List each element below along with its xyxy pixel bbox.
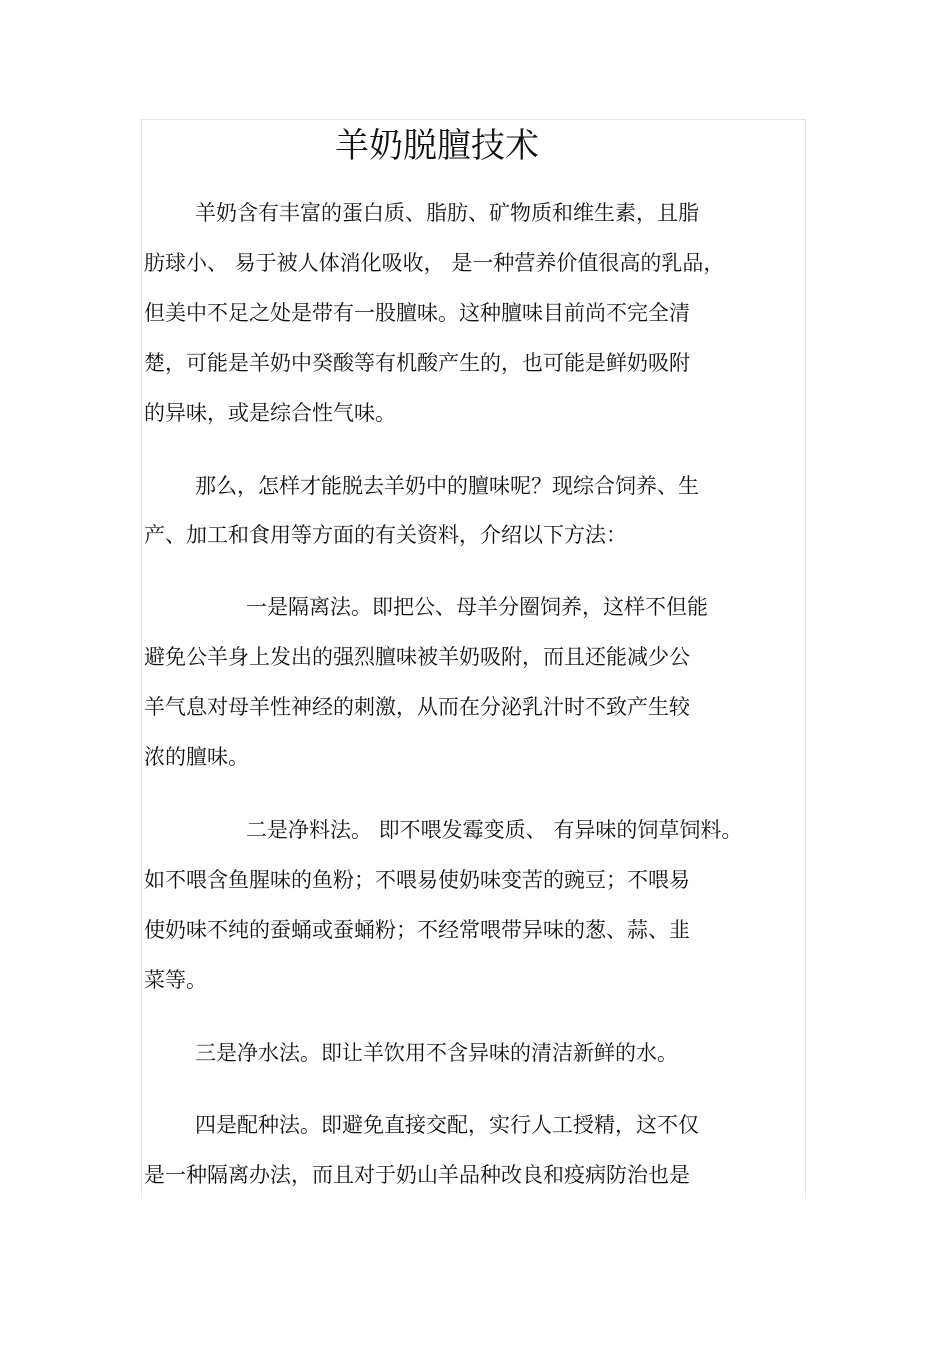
paragraph-2-line-1: 那么，怎样才能脱去羊奶中的膻味呢？现综合饲养、生 <box>195 474 699 498</box>
paragraph-3-line-3: 羊气息对母羊性神经的刺激，从而在分泌乳汁时不致产生较 <box>144 695 690 719</box>
paragraph-1-line-4: 楚，可能是羊奶中癸酸等有机酸产生的，也可能是鲜奶吸附 <box>144 351 690 375</box>
document-title: 羊奶脱膻技术 <box>335 126 539 166</box>
paragraph-4-line-2: 如不喂含鱼腥味的鱼粉；不喂易使奶味变苦的豌豆；不喂易 <box>144 868 690 892</box>
paragraph-3-line-2: 避免公羊身上发出的强烈膻味被羊奶吸附，而且还能减少公 <box>144 645 690 669</box>
paragraph-1-line-3: 但美中不足之处是带有一股膻味。这种膻味目前尚不完全清 <box>144 301 690 325</box>
paragraph-3-line-4: 浓的膻味。 <box>144 745 249 769</box>
paragraph-2-line-2: 产、加工和食用等方面的有关资料，介绍以下方法： <box>144 523 627 547</box>
paragraph-1-line-1: 羊奶含有丰富的蛋白质、脂肪、矿物质和维生素，且脂 <box>195 201 699 225</box>
paragraph-6-line-1: 四是配种法。即避免直接交配，实行人工授精，这不仅 <box>195 1113 699 1137</box>
paragraph-1-line-2: 肪球小、 易于被人体消化吸收， 是一种营养价值很高的乳品， <box>144 251 725 275</box>
paragraph-5-line-1: 三是净水法。即让羊饮用不含异味的清洁新鲜的水。 <box>195 1041 678 1065</box>
paragraph-4-line-3: 使奶味不纯的蚕蛹或蚕蛹粉；不经常喂带异味的葱、蒜、韭 <box>144 918 690 942</box>
paragraph-4-line-4: 菜等。 <box>144 968 207 992</box>
paragraph-4-line-1: 二是净料法。 即不喂发霉变质、 有异味的饲草饲料。 <box>246 818 743 842</box>
paragraph-3-line-1: 一是隔离法。即把公、母羊分圈饲养，这样不但能 <box>246 595 708 619</box>
paragraph-6-line-2: 是一种隔离办法，而且对于奶山羊品种改良和疫病防治也是 <box>144 1163 690 1187</box>
paragraph-1-line-5: 的异味，或是综合性气味。 <box>144 401 396 425</box>
